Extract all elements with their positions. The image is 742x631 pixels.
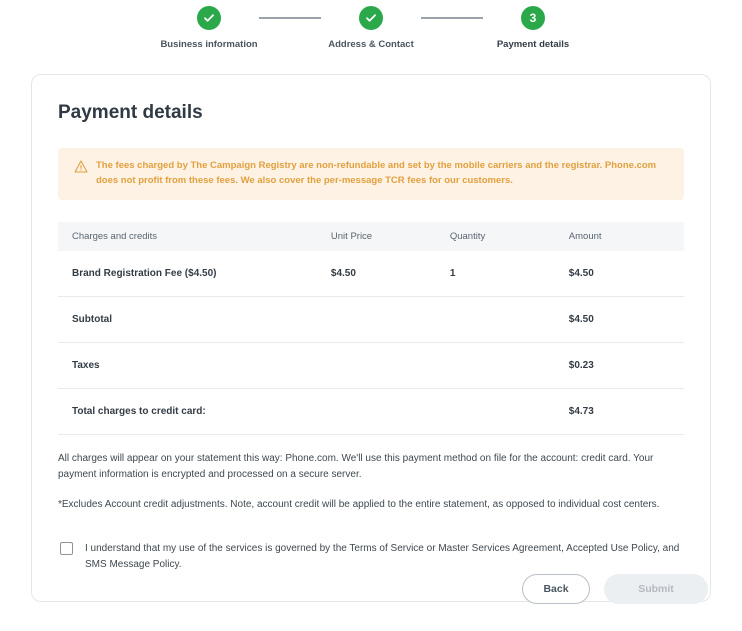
step-payment-details[interactable] (483, 6, 583, 50)
step-1-circle (197, 6, 221, 30)
check-icon (203, 12, 215, 24)
table-row (58, 251, 684, 297)
submit-button[interactable]: Submit (604, 574, 708, 604)
terms-consent-row[interactable] (58, 541, 684, 573)
row-unit-price (321, 389, 440, 435)
column-header-amount: Amount (559, 222, 684, 251)
row-description: Taxes (58, 343, 321, 389)
step-connector-2 (421, 17, 483, 19)
warning-triangle-icon (74, 160, 88, 178)
row-amount: $4.50 (559, 297, 684, 343)
step-2-label: Address & Contact (328, 39, 414, 50)
fees-notice-text: The fees charged by The Campaign Registry are non-refundable and set by the mobile carriers and the registrar. Phone.com does not profit from these fees. We also cover the per-message TCR fees for our customers. (96, 160, 657, 186)
legal-statement-credit: *Excludes Account credit adjustments. Note, account credit will be applied to the entire statement, as opposed to individual cost centers. (58, 499, 660, 511)
row-quantity (440, 343, 559, 389)
column-header-quantity: Quantity (440, 222, 559, 251)
check-icon (365, 12, 377, 24)
progress-stepper (0, 0, 742, 50)
row-description: Total charges to credit card: (58, 389, 321, 435)
terms-consent-label: I understand that my use of the services is governed by the Terms of Service or Master Services Agreement, Accepted Use Policy, and SMS Message Policy. (85, 543, 680, 571)
row-quantity (440, 297, 559, 343)
form-footer (31, 574, 711, 604)
legal-statement-charges: All charges will appear on your statement this way: Phone.com. We'll use this payment method on file for the account: credit card. Your payment information is encrypted and processed on a secure server. (58, 453, 654, 481)
step-1-label: Business information (160, 39, 258, 50)
payment-details-card (31, 74, 711, 602)
step-business-information[interactable] (159, 6, 259, 50)
row-unit-price (321, 343, 440, 389)
table-row (58, 297, 684, 343)
row-unit-price (321, 297, 440, 343)
row-unit-price: $4.50 (321, 251, 440, 297)
step-address-contact[interactable] (321, 6, 421, 50)
column-header-description: Charges and credits (58, 222, 321, 251)
row-description: Subtotal (58, 297, 321, 343)
row-amount: $0.23 (559, 343, 684, 389)
row-quantity: 1 (440, 251, 559, 297)
row-quantity (440, 389, 559, 435)
fees-notice (58, 148, 684, 200)
step-2-circle (359, 6, 383, 30)
row-amount: $4.73 (559, 389, 684, 435)
charges-table (58, 222, 684, 435)
step-3-label: Payment details (496, 39, 570, 50)
page-title: Payment details (58, 102, 203, 123)
row-amount: $4.50 (559, 251, 684, 297)
step-connector-1 (259, 17, 321, 19)
terms-consent-checkbox[interactable] (60, 542, 73, 555)
table-row (58, 343, 684, 389)
row-description: Brand Registration Fee ($4.50) (58, 251, 321, 297)
table-header-row (58, 222, 684, 251)
column-header-unit-price: Unit Price (321, 222, 440, 251)
back-button[interactable]: Back (522, 574, 590, 604)
step-3-circle: 3 (521, 6, 545, 30)
table-row-total (58, 389, 684, 435)
